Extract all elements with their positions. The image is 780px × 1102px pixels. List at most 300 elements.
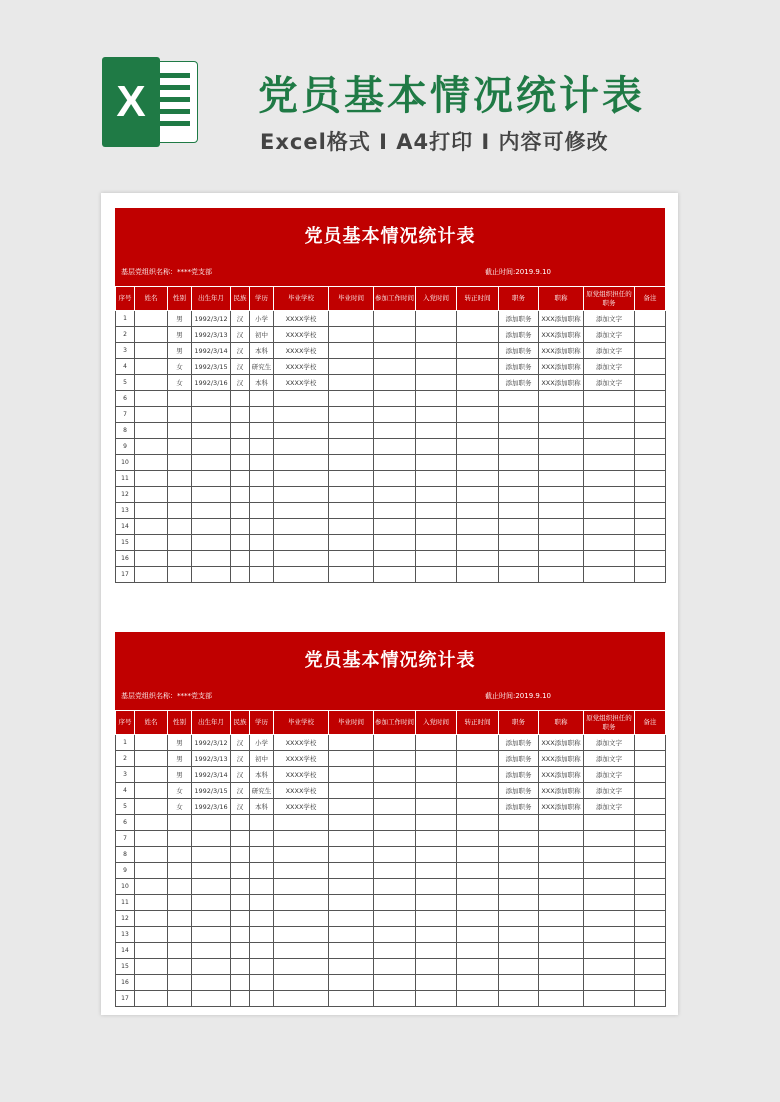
table-cell[interactable]: 5 [116,375,135,391]
table-cell[interactable]: 添加文字 [584,783,635,799]
table-cell[interactable] [329,751,374,767]
table-cell[interactable] [329,359,374,375]
table-cell[interactable] [135,343,168,359]
table-cell[interactable] [374,503,416,519]
table-cell[interactable] [250,471,274,487]
table-cell[interactable] [416,863,457,879]
table-cell[interactable]: 8 [116,847,135,863]
table-cell[interactable]: XXX添加职称 [539,359,584,375]
table-cell[interactable]: XXXX学校 [274,311,329,327]
table-cell[interactable] [231,455,250,471]
table-cell[interactable] [231,439,250,455]
table-cell[interactable] [539,879,584,895]
table-cell[interactable] [168,423,192,439]
table-cell[interactable] [192,551,231,567]
table-cell[interactable] [584,975,635,991]
table-cell[interactable] [457,503,499,519]
table-cell[interactable] [329,519,374,535]
table-cell[interactable] [635,815,666,831]
table-cell[interactable] [329,911,374,927]
table-cell[interactable] [635,735,666,751]
table-cell[interactable] [539,455,584,471]
table-cell[interactable] [539,551,584,567]
table-cell[interactable] [250,503,274,519]
table-cell[interactable] [250,863,274,879]
table-cell[interactable] [416,735,457,751]
table-cell[interactable] [584,847,635,863]
table-cell[interactable] [135,751,168,767]
table-cell[interactable] [135,879,168,895]
table-cell[interactable] [635,879,666,895]
table-cell[interactable] [539,471,584,487]
table-cell[interactable] [168,943,192,959]
table-cell[interactable] [374,519,416,535]
table-cell[interactable]: 2 [116,327,135,343]
table-cell[interactable] [329,471,374,487]
table-cell[interactable] [635,551,666,567]
table-cell[interactable]: XXXX学校 [274,767,329,783]
table-cell[interactable] [274,895,329,911]
table-cell[interactable] [168,815,192,831]
table-cell[interactable] [635,799,666,815]
table-cell[interactable]: 3 [116,767,135,783]
table-cell[interactable] [250,423,274,439]
table-cell[interactable] [274,943,329,959]
table-cell[interactable] [274,975,329,991]
table-cell[interactable] [374,895,416,911]
table-cell[interactable] [274,519,329,535]
table-cell[interactable] [416,975,457,991]
table-cell[interactable]: 2 [116,751,135,767]
table-cell[interactable] [584,407,635,423]
table-cell[interactable] [635,535,666,551]
table-cell[interactable] [457,535,499,551]
table-cell[interactable] [135,735,168,751]
table-cell[interactable] [374,847,416,863]
table-cell[interactable]: 女 [168,799,192,815]
table-cell[interactable] [250,535,274,551]
table-cell[interactable] [192,423,231,439]
table-cell[interactable] [635,863,666,879]
table-cell[interactable] [539,815,584,831]
table-cell[interactable]: 汉 [231,359,250,375]
table-cell[interactable] [231,847,250,863]
table-cell[interactable] [584,535,635,551]
table-cell[interactable] [416,439,457,455]
table-cell[interactable] [329,991,374,1007]
table-cell[interactable] [231,471,250,487]
table-cell[interactable] [329,943,374,959]
table-cell[interactable] [457,815,499,831]
table-cell[interactable]: 研究生 [250,783,274,799]
table-cell[interactable] [499,391,539,407]
table-cell[interactable]: 8 [116,423,135,439]
table-cell[interactable] [274,815,329,831]
table-cell[interactable] [539,911,584,927]
table-cell[interactable] [584,959,635,975]
table-cell[interactable] [416,503,457,519]
table-cell[interactable] [416,911,457,927]
table-cell[interactable]: 17 [116,567,135,583]
table-cell[interactable] [499,455,539,471]
table-cell[interactable]: 添加文字 [584,359,635,375]
table-cell[interactable] [168,439,192,455]
table-cell[interactable] [457,799,499,815]
table-cell[interactable] [416,927,457,943]
table-cell[interactable] [135,863,168,879]
table-cell[interactable]: 小学 [250,311,274,327]
table-cell[interactable] [457,879,499,895]
table-cell[interactable] [635,423,666,439]
table-cell[interactable] [192,911,231,927]
table-cell[interactable] [374,535,416,551]
table-cell[interactable] [539,439,584,455]
table-cell[interactable] [135,487,168,503]
table-cell[interactable] [250,847,274,863]
table-cell[interactable] [584,487,635,503]
table-cell[interactable] [168,847,192,863]
table-cell[interactable] [192,391,231,407]
table-cell[interactable]: 女 [168,359,192,375]
table-cell[interactable] [374,815,416,831]
table-cell[interactable]: 13 [116,927,135,943]
table-cell[interactable] [231,975,250,991]
table-cell[interactable] [231,831,250,847]
table-cell[interactable]: XXX添加职称 [539,343,584,359]
table-cell[interactable] [416,943,457,959]
table-cell[interactable] [168,471,192,487]
table-cell[interactable] [635,503,666,519]
table-cell[interactable] [329,975,374,991]
table-cell[interactable] [374,767,416,783]
table-cell[interactable] [192,847,231,863]
table-cell[interactable] [329,327,374,343]
table-cell[interactable] [329,895,374,911]
table-cell[interactable] [274,831,329,847]
table-cell[interactable]: XXXX学校 [274,751,329,767]
table-cell[interactable] [329,391,374,407]
table-cell[interactable] [584,455,635,471]
table-cell[interactable] [192,567,231,583]
table-cell[interactable] [457,943,499,959]
table-cell[interactable] [584,927,635,943]
table-cell[interactable] [374,487,416,503]
table-cell[interactable] [457,895,499,911]
table-cell[interactable] [231,959,250,975]
table-cell[interactable]: 男 [168,751,192,767]
table-cell[interactable] [329,959,374,975]
table-cell[interactable] [231,551,250,567]
table-cell[interactable] [416,375,457,391]
table-cell[interactable] [135,895,168,911]
table-cell[interactable] [231,911,250,927]
table-cell[interactable]: 添加文字 [584,343,635,359]
table-cell[interactable] [329,343,374,359]
table-cell[interactable] [274,487,329,503]
table-cell[interactable]: 本科 [250,343,274,359]
table-cell[interactable] [250,455,274,471]
table-cell[interactable] [416,831,457,847]
table-cell[interactable]: 添加文字 [584,311,635,327]
table-cell[interactable] [457,471,499,487]
table-cell[interactable] [635,943,666,959]
table-cell[interactable]: 1 [116,735,135,751]
table-cell[interactable] [329,783,374,799]
table-cell[interactable] [192,991,231,1007]
table-cell[interactable] [329,863,374,879]
table-cell[interactable] [250,567,274,583]
table-cell[interactable] [274,567,329,583]
table-cell[interactable]: 添加文字 [584,751,635,767]
table-cell[interactable] [135,503,168,519]
table-cell[interactable] [231,487,250,503]
table-cell[interactable]: 添加职务 [499,327,539,343]
table-cell[interactable] [374,783,416,799]
table-cell[interactable] [499,943,539,959]
table-cell[interactable] [457,519,499,535]
table-cell[interactable]: 添加职务 [499,799,539,815]
table-cell[interactable]: 汉 [231,783,250,799]
table-cell[interactable]: 添加职务 [499,751,539,767]
table-cell[interactable] [192,927,231,943]
table-cell[interactable] [457,567,499,583]
table-cell[interactable] [231,815,250,831]
table-cell[interactable] [539,831,584,847]
table-cell[interactable] [374,799,416,815]
table-cell[interactable] [539,991,584,1007]
table-cell[interactable] [250,927,274,943]
table-cell[interactable]: XXXX学校 [274,783,329,799]
table-cell[interactable] [374,975,416,991]
table-cell[interactable]: 16 [116,551,135,567]
table-cell[interactable] [329,735,374,751]
table-cell[interactable] [329,879,374,895]
table-cell[interactable] [499,487,539,503]
table-cell[interactable] [635,767,666,783]
table-cell[interactable] [416,767,457,783]
table-cell[interactable] [231,879,250,895]
table-cell[interactable]: XXX添加职称 [539,783,584,799]
table-cell[interactable] [374,311,416,327]
table-cell[interactable] [457,455,499,471]
table-cell[interactable] [499,911,539,927]
table-cell[interactable] [250,439,274,455]
table-cell[interactable] [329,815,374,831]
table-cell[interactable]: 13 [116,503,135,519]
table-cell[interactable] [499,847,539,863]
table-cell[interactable] [635,959,666,975]
table-cell[interactable]: 男 [168,735,192,751]
table-cell[interactable]: XXXX学校 [274,735,329,751]
table-cell[interactable] [374,735,416,751]
table-cell[interactable] [584,943,635,959]
table-cell[interactable] [329,567,374,583]
table-cell[interactable] [329,311,374,327]
table-cell[interactable] [416,751,457,767]
table-cell[interactable] [635,895,666,911]
table-cell[interactable]: 4 [116,783,135,799]
table-cell[interactable] [374,959,416,975]
table-cell[interactable] [250,911,274,927]
table-cell[interactable] [231,519,250,535]
table-cell[interactable] [135,375,168,391]
table-cell[interactable] [231,895,250,911]
table-cell[interactable] [635,991,666,1007]
table-cell[interactable]: 17 [116,991,135,1007]
table-cell[interactable] [416,327,457,343]
table-cell[interactable] [231,567,250,583]
table-cell[interactable] [274,455,329,471]
table-cell[interactable] [192,535,231,551]
table-cell[interactable] [499,959,539,975]
table-cell[interactable] [457,751,499,767]
table-cell[interactable]: XXXX学校 [274,375,329,391]
table-cell[interactable] [635,343,666,359]
table-cell[interactable] [329,767,374,783]
table-cell[interactable] [135,439,168,455]
table-cell[interactable] [192,831,231,847]
table-cell[interactable] [374,375,416,391]
table-cell[interactable]: 研究生 [250,359,274,375]
table-cell[interactable]: 12 [116,487,135,503]
table-cell[interactable] [457,551,499,567]
table-cell[interactable] [416,343,457,359]
table-cell[interactable]: 9 [116,439,135,455]
table-cell[interactable]: XXX添加职称 [539,375,584,391]
table-cell[interactable] [135,847,168,863]
table-cell[interactable] [135,535,168,551]
table-cell[interactable] [499,863,539,879]
table-cell[interactable] [192,879,231,895]
table-cell[interactable] [250,895,274,911]
table-cell[interactable] [499,535,539,551]
table-cell[interactable] [135,455,168,471]
table-cell[interactable]: 6 [116,391,135,407]
table-cell[interactable]: XXXX学校 [274,327,329,343]
table-cell[interactable] [584,551,635,567]
table-cell[interactable] [457,975,499,991]
table-cell[interactable] [584,879,635,895]
table-cell[interactable] [416,991,457,1007]
table-cell[interactable]: 1992/3/15 [192,359,231,375]
table-cell[interactable] [192,943,231,959]
table-cell[interactable] [539,391,584,407]
table-cell[interactable] [499,975,539,991]
table-cell[interactable] [168,503,192,519]
table-cell[interactable] [416,815,457,831]
table-cell[interactable] [416,487,457,503]
table-cell[interactable] [135,311,168,327]
table-cell[interactable]: 10 [116,455,135,471]
table-cell[interactable] [539,863,584,879]
table-cell[interactable]: 女 [168,783,192,799]
table-cell[interactable] [635,831,666,847]
table-cell[interactable] [499,831,539,847]
table-cell[interactable] [250,975,274,991]
table-cell[interactable] [416,391,457,407]
table-cell[interactable] [192,975,231,991]
table-cell[interactable]: 1 [116,311,135,327]
table-cell[interactable] [457,783,499,799]
table-cell[interactable] [231,391,250,407]
table-cell[interactable] [499,551,539,567]
table-cell[interactable] [250,815,274,831]
table-cell[interactable] [416,423,457,439]
table-cell[interactable] [584,831,635,847]
table-cell[interactable] [274,423,329,439]
table-cell[interactable]: 男 [168,311,192,327]
table-cell[interactable] [329,407,374,423]
table-cell[interactable] [168,535,192,551]
table-cell[interactable] [584,439,635,455]
table-cell[interactable] [457,407,499,423]
table-cell[interactable] [374,455,416,471]
table-cell[interactable] [539,423,584,439]
table-cell[interactable] [374,567,416,583]
table-cell[interactable]: 1992/3/13 [192,327,231,343]
table-cell[interactable] [135,911,168,927]
table-cell[interactable] [192,895,231,911]
table-cell[interactable] [635,439,666,455]
table-cell[interactable] [250,943,274,959]
table-cell[interactable] [168,959,192,975]
table-cell[interactable]: XXX添加职称 [539,767,584,783]
table-cell[interactable] [329,551,374,567]
table-cell[interactable]: 5 [116,799,135,815]
table-cell[interactable] [192,815,231,831]
table-cell[interactable] [192,959,231,975]
table-cell[interactable] [192,487,231,503]
table-cell[interactable] [135,327,168,343]
table-cell[interactable]: 6 [116,815,135,831]
table-cell[interactable] [135,519,168,535]
table-cell[interactable] [329,927,374,943]
table-cell[interactable] [457,327,499,343]
table-cell[interactable] [457,959,499,975]
table-cell[interactable]: 1992/3/12 [192,735,231,751]
table-cell[interactable] [374,911,416,927]
table-cell[interactable] [135,975,168,991]
table-cell[interactable] [250,879,274,895]
table-cell[interactable]: XXX添加职称 [539,751,584,767]
table-cell[interactable]: 14 [116,519,135,535]
table-cell[interactable] [168,519,192,535]
table-cell[interactable] [499,895,539,911]
table-cell[interactable] [192,455,231,471]
table-cell[interactable] [457,391,499,407]
table-cell[interactable]: XXX添加职称 [539,799,584,815]
table-cell[interactable]: XXXX学校 [274,799,329,815]
table-cell[interactable] [329,535,374,551]
table-cell[interactable] [635,487,666,503]
table-cell[interactable] [416,311,457,327]
table-cell[interactable] [135,407,168,423]
table-cell[interactable] [416,407,457,423]
table-cell[interactable] [539,503,584,519]
table-cell[interactable] [374,751,416,767]
table-cell[interactable] [374,943,416,959]
table-cell[interactable]: 1992/3/16 [192,799,231,815]
table-cell[interactable] [457,911,499,927]
table-cell[interactable] [416,895,457,911]
table-cell[interactable] [539,567,584,583]
table-cell[interactable]: 添加文字 [584,735,635,751]
table-cell[interactable]: 本科 [250,767,274,783]
table-cell[interactable] [135,359,168,375]
table-cell[interactable] [499,991,539,1007]
table-cell[interactable] [416,567,457,583]
table-cell[interactable] [416,847,457,863]
